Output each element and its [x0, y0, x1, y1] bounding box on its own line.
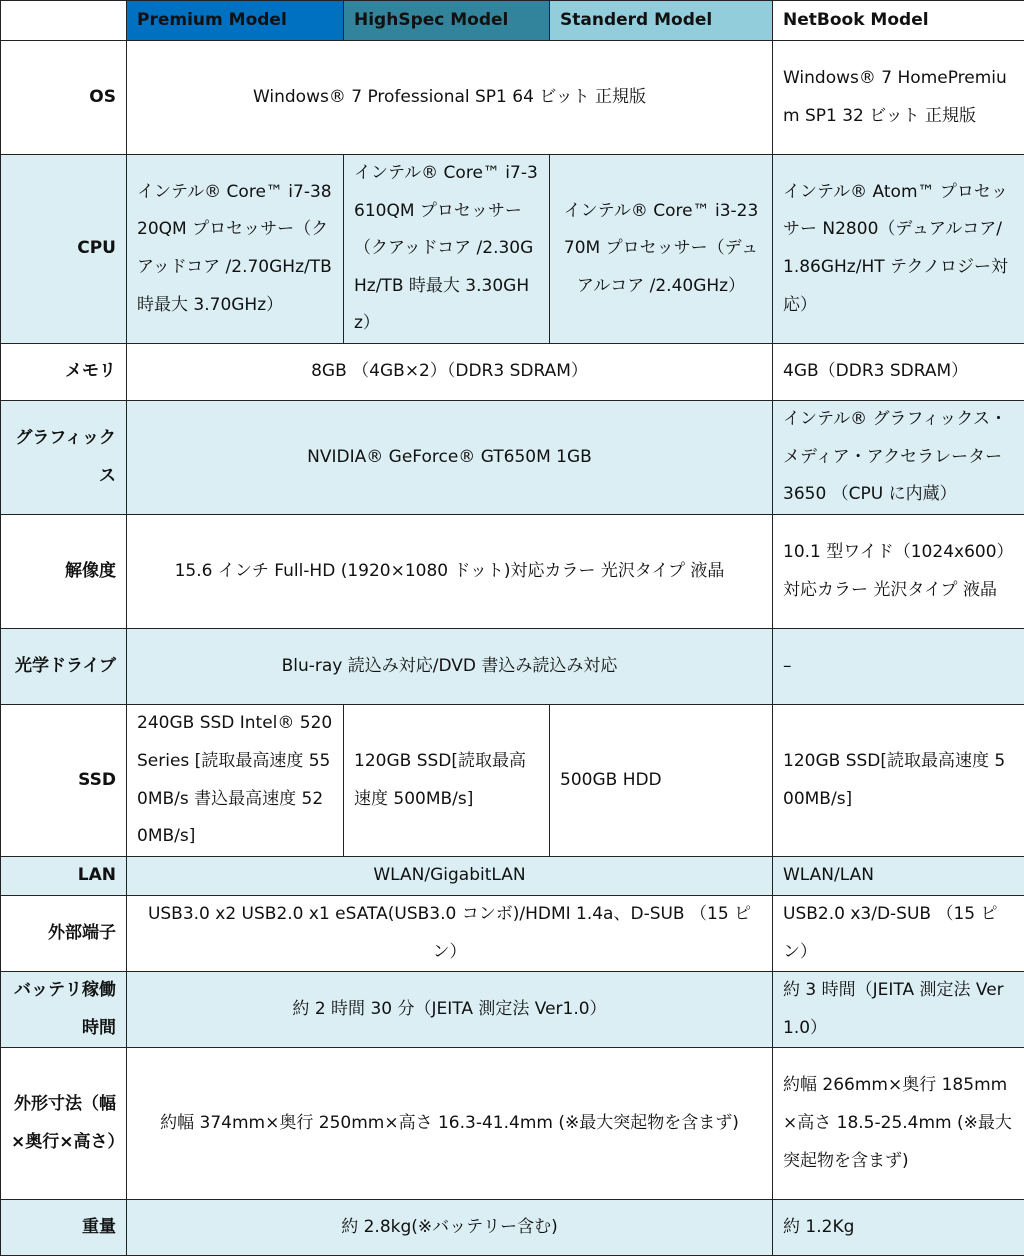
row-resolution [1, 515, 1024, 629]
row-optical-drive [1, 629, 1024, 705]
row-dimensions [1, 1048, 1024, 1200]
row-label-lan: LAN [1, 857, 127, 896]
row-weight [1, 1200, 1024, 1256]
row-lan [1, 857, 1024, 896]
header-blank-cell [1, 1, 127, 41]
lan-netbook-value: WLAN/LAN [773, 857, 1024, 896]
row-label-optical-drive: 光学ドライブ [1, 629, 127, 705]
header-standard-model: Standerd Model [550, 1, 773, 41]
row-os [1, 41, 1024, 155]
row-label-dimensions: 外形寸法（幅×奥行×高さ） [1, 1048, 127, 1200]
row-label-memory: メモリ [1, 344, 127, 401]
resolution-shared-value: 15.6 インチ Full-HD (1920×1080 ドット)対応カラー 光沢タイプ 液晶 [127, 515, 773, 629]
cpu-standard-value: インテル® Core™ i3-2370M プロセッサー（デュアルコア /2.40GHz） [550, 155, 773, 344]
weight-netbook-value: 約 1.2Kg [773, 1200, 1024, 1256]
optical-shared-value: Blu-ray 読込み対応/DVD 書込み読込み対応 [127, 629, 773, 705]
row-label-battery: バッテリ稼働時間 [1, 972, 127, 1048]
ssd-highspec-value: 120GB SSD[読取最高速度 500MB/s] [344, 705, 550, 857]
cpu-premium-value: インテル® Core™ i7-3820QM プロセッサー（クアッドコア /2.70GHz/TB 時最大 3.70GHz） [127, 155, 344, 344]
graphics-netbook-value: インテル® グラフィックス・メディア・アクセラレーター 3650 （CPU に内蔵） [773, 401, 1024, 515]
weight-shared-value: 約 2.8kg(※バッテリー含む) [127, 1200, 773, 1256]
row-label-os: OS [1, 41, 127, 155]
optical-netbook-value: – [773, 629, 1024, 705]
row-label-graphics: グラフィックス [1, 401, 127, 515]
header-netbook-model: NetBook Model [773, 1, 1024, 41]
row-cpu [1, 155, 1024, 344]
graphics-shared-value: NVIDIA® GeForce® GT650M 1GB [127, 401, 773, 515]
row-ssd [1, 705, 1024, 857]
row-label-resolution: 解像度 [1, 515, 127, 629]
os-shared-value: Windows® 7 Professional SP1 64 ビット 正規版 [127, 41, 773, 155]
row-label-weight: 重量 [1, 1200, 127, 1256]
battery-netbook-value: 約 3 時間（JEITA 測定法 Ver1.0） [773, 972, 1024, 1048]
battery-shared-value: 約 2 時間 30 分（JEITA 測定法 Ver1.0） [127, 972, 773, 1048]
memory-shared-value: 8GB （4GB×2）（DDR3 SDRAM） [127, 344, 773, 401]
os-netbook-value: Windows® 7 HomePremium SP1 32 ビット 正規版 [773, 41, 1024, 155]
header-row [1, 1, 1024, 41]
ssd-netbook-value: 120GB SSD[読取最高速度 500MB/s] [773, 705, 1024, 857]
ports-shared-value: USB3.0 x2 USB2.0 x1 eSATA(USB3.0 コンボ)/HDMI 1.4a、D-SUB （15 ピン） [127, 896, 773, 972]
header-highspec-model: HighSpec Model [344, 1, 550, 41]
cpu-netbook-value: インテル® Atom™ プロセッサー N2800（デュアルコア/1.86GHz/HT テクノロジー対応） [773, 155, 1024, 344]
row-label-ports: 外部端子 [1, 896, 127, 972]
resolution-netbook-value: 10.1 型ワイド（1024x600）対応カラー 光沢タイプ 液晶 [773, 515, 1024, 629]
dimensions-netbook-value: 約幅 266mm×奥行 185mm×高さ 18.5-25.4mm (※最大突起物を含まず) [773, 1048, 1024, 1200]
row-memory [1, 344, 1024, 401]
row-label-ssd: SSD [1, 705, 127, 857]
cpu-highspec-value: インテル® Core™ i7-3610QM プロセッサー（クアッドコア /2.30GHz/TB 時最大 3.30GHz） [344, 155, 550, 344]
ports-netbook-value: USB2.0 x3/D-SUB （15 ピン） [773, 896, 1024, 972]
ssd-standard-value: 500GB HDD [550, 705, 773, 857]
dimensions-shared-value: 約幅 374mm×奥行 250mm×高さ 16.3-41.4mm (※最大突起物を含まず) [127, 1048, 773, 1200]
row-ports [1, 896, 1024, 972]
ssd-premium-value: 240GB SSD Intel® 520Series [読取最高速度 550MB/s 書込最高速度 520MB/s] [127, 705, 344, 857]
row-battery [1, 972, 1024, 1048]
header-premium-model: Premium Model [127, 1, 344, 41]
row-graphics [1, 401, 1024, 515]
lan-shared-value: WLAN/GigabitLAN [127, 857, 773, 896]
memory-netbook-value: 4GB（DDR3 SDRAM） [773, 344, 1024, 401]
row-label-cpu: CPU [1, 155, 127, 344]
